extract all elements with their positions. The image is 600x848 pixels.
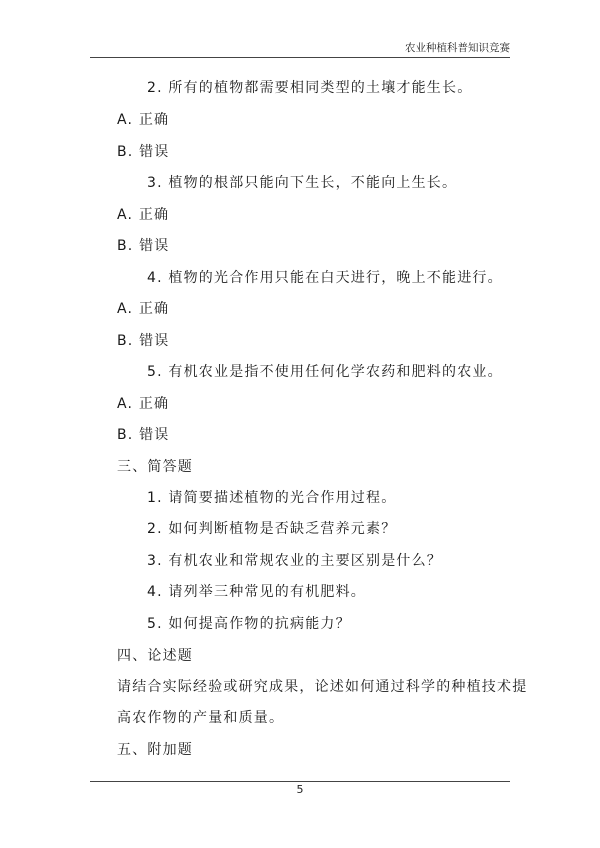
tf-option-b: B. 错误 (117, 238, 170, 254)
footer-divider (90, 781, 510, 782)
short-answer-question: 5. 如何提高作物的抗病能力？ (147, 616, 351, 632)
page-number: 5 (296, 783, 304, 796)
tf-option-a: A. 正确 (117, 301, 170, 317)
tf-question-5: 5. 有机农业是指不使用任何化学农药和肥料的农业。 (147, 364, 503, 380)
tf-option-a: A. 正确 (117, 396, 170, 412)
essay-prompt-line: 高农作物的产量和质量。 (117, 710, 285, 726)
tf-question-4: 4. 植物的光合作用只能在白天进行，晚上不能进行。 (147, 270, 503, 286)
section-heading-short-answer: 三、简答题 (117, 459, 193, 475)
section-heading-appendix: 五、附加题 (117, 742, 193, 758)
short-answer-question: 3. 有机农业和常规农业的主要区别是什么？ (147, 553, 443, 569)
tf-option-b: B. 错误 (117, 333, 170, 349)
essay-prompt-line: 请结合实际经验或研究成果，论述如何通过科学的种植技术提 (117, 679, 528, 695)
tf-question-2: 2. 所有的植物都需要相同类型的土壤才能生长。 (147, 80, 473, 96)
tf-option-b: B. 错误 (117, 427, 170, 443)
tf-option-a: A. 正确 (117, 112, 170, 128)
tf-option-a: A. 正确 (117, 207, 170, 223)
short-answer-question: 1. 请简要描述植物的光合作用过程。 (147, 490, 397, 506)
tf-option-b: B. 错误 (117, 144, 170, 160)
header-title: 农业种植科普知识竞赛 (405, 42, 510, 54)
section-heading-essay: 四、论述题 (117, 648, 193, 664)
short-answer-question: 4. 请列举三种常见的有机肥料。 (147, 584, 367, 600)
tf-question-3: 3. 植物的根部只能向下生长，不能向上生长。 (147, 175, 458, 191)
short-answer-question: 2. 如何判断植物是否缺乏营养元素？ (147, 521, 397, 537)
header-divider (90, 57, 510, 58)
